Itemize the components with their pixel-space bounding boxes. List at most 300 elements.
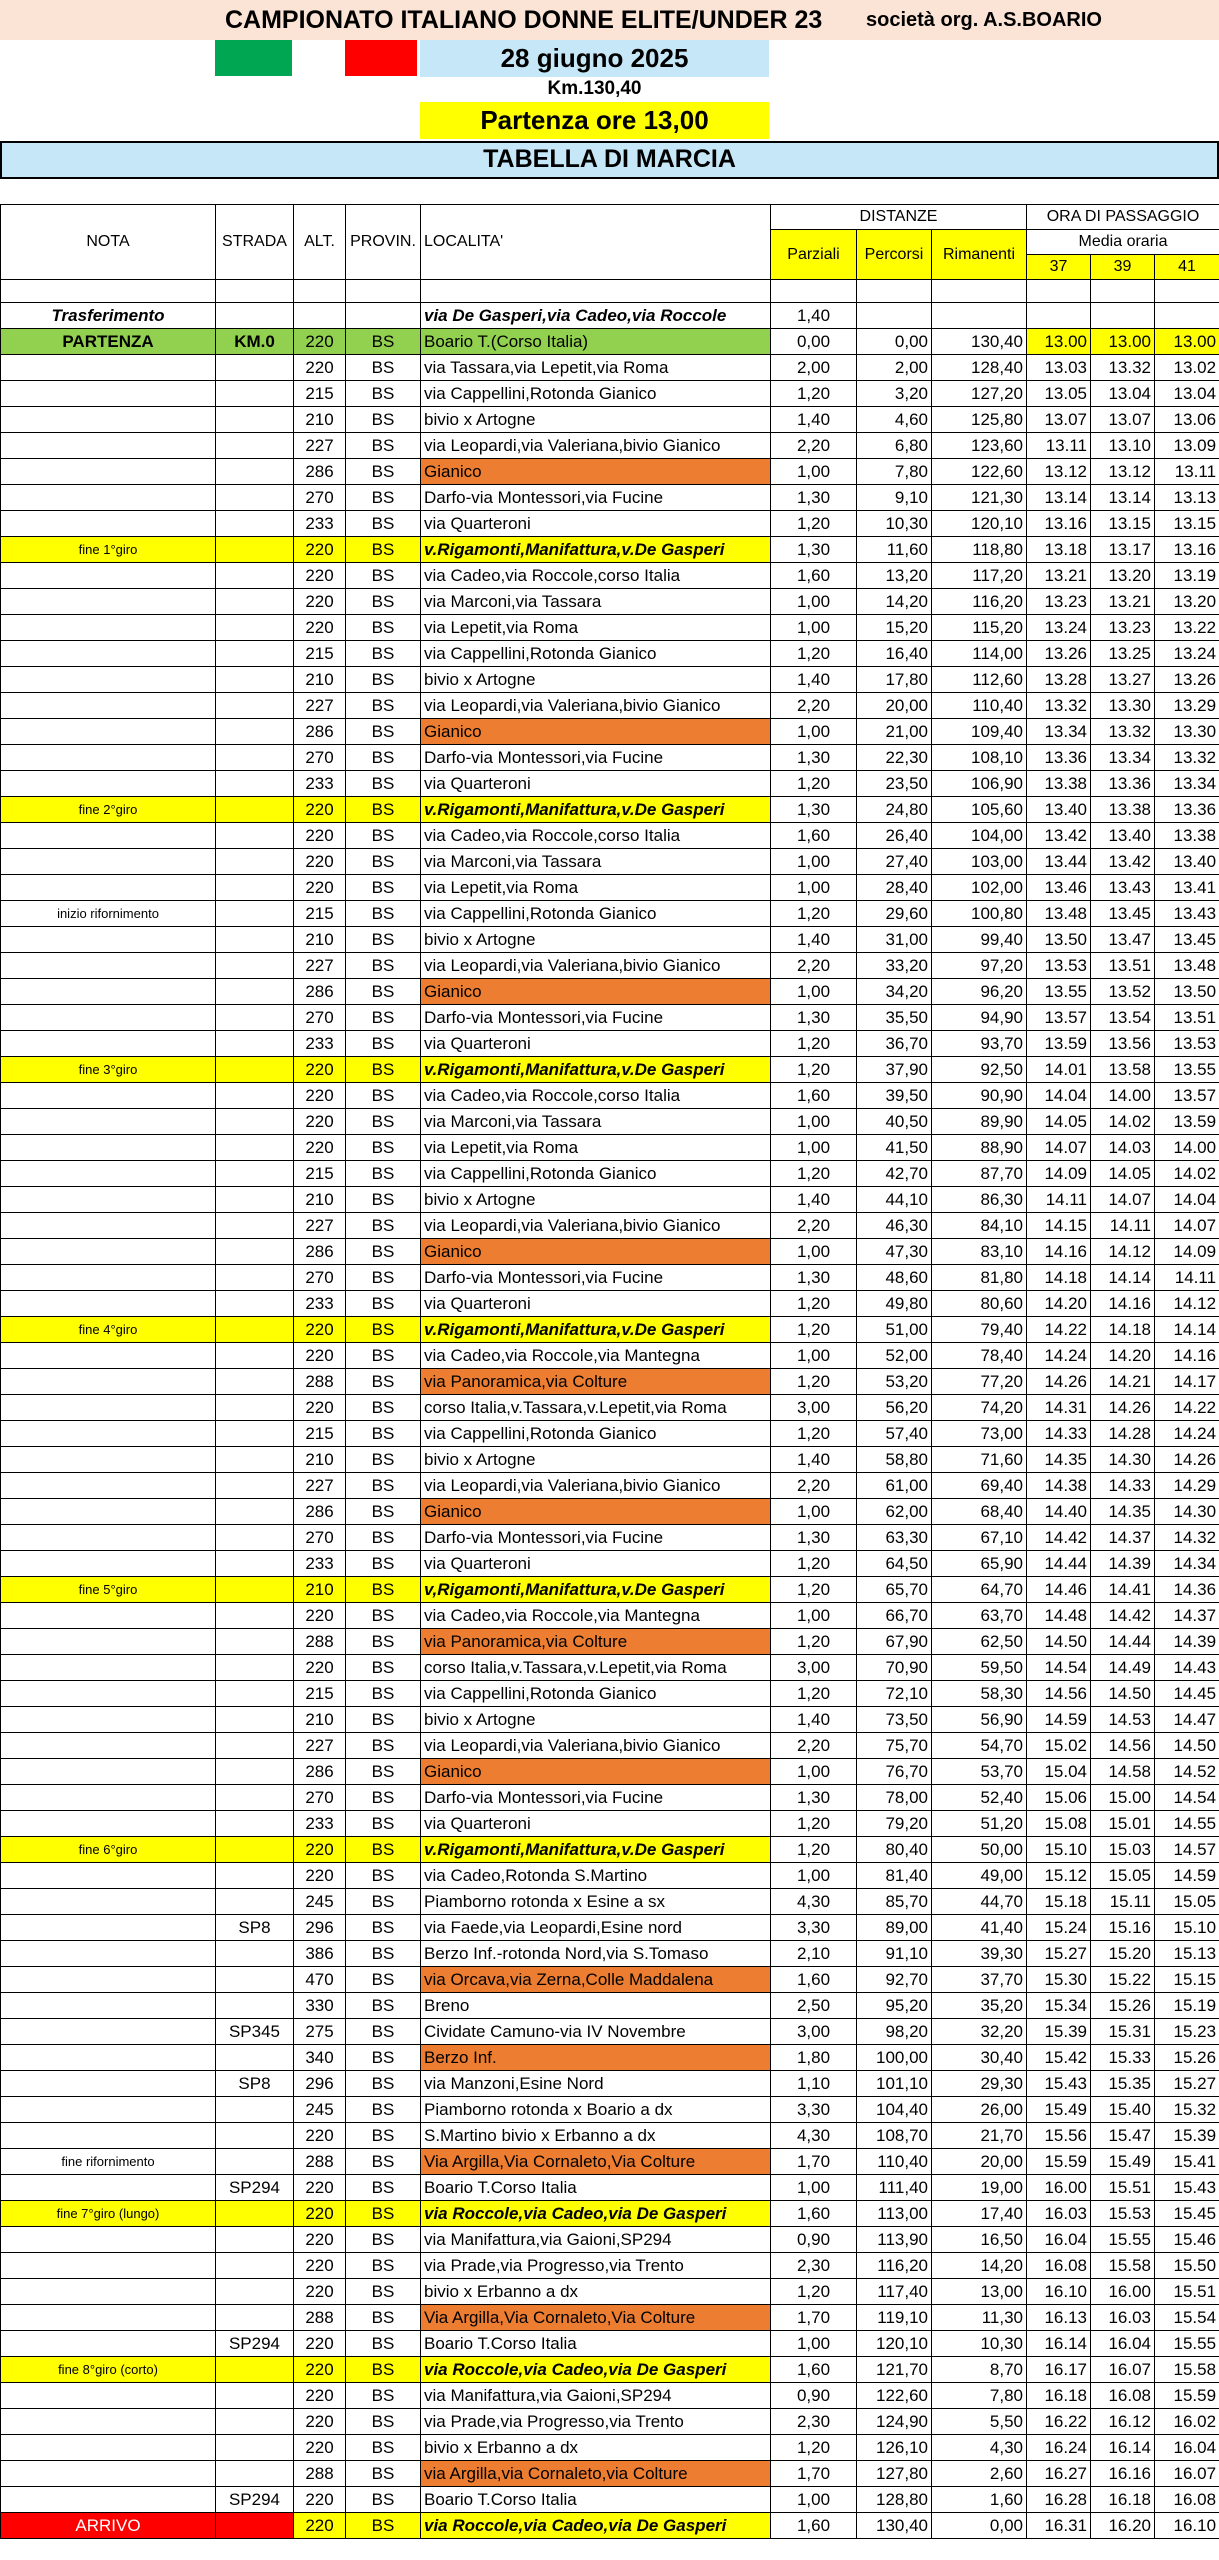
localita-cell: via Leopardi,via Valeriana,bivio Gianico [421,433,771,459]
percorsi-cell: 52,00 [857,1343,932,1369]
provin-cell: BS [346,1135,421,1161]
localita-cell: via Cadeo,via Roccole,via Mantegna [421,1603,771,1629]
provin-cell: BS [346,1083,421,1109]
provin-cell: BS [346,2253,421,2279]
rimanenti-cell: 56,90 [932,1707,1027,1733]
rimanenti-cell: 100,80 [932,901,1027,927]
parziali-cell: 1,20 [771,771,857,797]
parziali-cell: 0,90 [771,2227,857,2253]
strada-cell [216,1317,294,1343]
parziali-cell: 1,40 [771,1447,857,1473]
localita-cell: via Quarteroni [421,1291,771,1317]
time-37-cell [1027,303,1091,329]
rimanenti-cell: 39,30 [932,1941,1027,1967]
rimanenti-cell: 65,90 [932,1551,1027,1577]
parziali-cell: 2,20 [771,1473,857,1499]
rimanenti-cell: 8,70 [932,2357,1027,2383]
localita-cell: Piamborno rotonda x Esine a sx [421,1889,771,1915]
time-37-cell: 14.42 [1027,1525,1091,1551]
alt-cell: 220 [294,1135,346,1161]
percorsi-cell: 66,70 [857,1603,932,1629]
provin-cell: BS [346,1759,421,1785]
table-row [1,1213,1219,1239]
alt-cell: 288 [294,2149,346,2175]
localita-cell: via Leopardi,via Valeriana,bivio Gianico [421,693,771,719]
nota-cell [1,381,216,407]
alt-cell: 220 [294,875,346,901]
rimanenti-cell: 5,50 [932,2409,1027,2435]
time-41-cell: 15.13 [1155,1941,1219,1967]
parziali-cell: 2,20 [771,693,857,719]
provin-cell: BS [346,1031,421,1057]
time-41-cell: 15.43 [1155,2175,1219,2201]
parziali-cell: 3,00 [771,1655,857,1681]
parziali-cell: 1,20 [771,1811,857,1837]
time-41-cell: 15.59 [1155,2383,1219,2409]
localita-cell: via Cappellini,Rotonda Gianico [421,1681,771,1707]
percorsi-cell: 104,40 [857,2097,932,2123]
provin-cell: BS [346,2097,421,2123]
col-percorsi: Percorsi [857,230,932,280]
strada-cell [216,1681,294,1707]
provin-cell: BS [346,641,421,667]
parziali-cell: 0,00 [771,329,857,355]
nota-cell [1,1395,216,1421]
race-distance: Km.130,40 [547,78,642,99]
nota-cell [1,433,216,459]
provin-cell: BS [346,2461,421,2487]
localita-cell: via Roccole,via Cadeo,via De Gasperi [421,2357,771,2383]
localita-cell: corso Italia,v.Tassara,v.Lepetit,via Roma [421,1395,771,1421]
alt-cell: 270 [294,1005,346,1031]
strada-cell [216,1369,294,1395]
rimanenti-cell: 63,70 [932,1603,1027,1629]
localita-cell: Via Argilla,Via Cornaleto,Via Colture [421,2305,771,2331]
strada-cell [216,2357,294,2383]
alt-cell: 220 [294,2383,346,2409]
alt-cell: 220 [294,2279,346,2305]
time-41-cell: 15.45 [1155,2201,1219,2227]
localita-cell: v.Rigamonti,Manifattura,v.De Gasperi [421,1057,771,1083]
table-row [1,2331,1219,2357]
time-41-cell: 13.40 [1155,849,1219,875]
time-37-cell: 13.36 [1027,745,1091,771]
parziali-cell: 1,00 [771,615,857,641]
percorsi-cell: 127,80 [857,2461,932,2487]
time-41-cell: 15.39 [1155,2123,1219,2149]
nota-cell: fine 5°giro [1,1577,216,1603]
provin-cell: BS [346,1629,421,1655]
time-37-cell: 14.15 [1027,1213,1091,1239]
provin-cell: BS [346,1967,421,1993]
time-41-cell: 13.50 [1155,979,1219,1005]
rimanenti-cell: 59,50 [932,1655,1027,1681]
strada-cell [216,1161,294,1187]
nota-cell [1,2227,216,2253]
table-row [1,1291,1219,1317]
provin-cell: BS [346,1213,421,1239]
alt-cell: 220 [294,355,346,381]
provin-cell: BS [346,407,421,433]
nota-cell [1,1291,216,1317]
localita-cell: Darfo-via Montessori,via Fucine [421,1525,771,1551]
percorsi-cell: 40,50 [857,1109,932,1135]
strada-cell [216,2045,294,2071]
strada-cell [216,1577,294,1603]
strada-cell [216,355,294,381]
parziali-cell: 1,20 [771,1291,857,1317]
table-row [1,1525,1219,1551]
time-41-cell: 14.59 [1155,1863,1219,1889]
localita-cell: bivio x Erbanno a dx [421,2279,771,2305]
strada-cell [216,1967,294,1993]
time-41-cell: 16.08 [1155,2487,1219,2513]
strada-cell [216,1551,294,1577]
strada-cell [216,1239,294,1265]
time-39-cell: 13.23 [1091,615,1155,641]
rimanenti-cell: 19,00 [932,2175,1027,2201]
alt-cell: 215 [294,381,346,407]
parziali-cell: 1,00 [771,1109,857,1135]
table-row [1,1031,1219,1057]
table-row [1,1395,1219,1421]
alt-cell: 220 [294,2513,346,2539]
rimanenti-cell: 117,20 [932,563,1027,589]
time-39-cell: 14.03 [1091,1135,1155,1161]
time-39-cell: 14.35 [1091,1499,1155,1525]
strada-cell [216,2253,294,2279]
strada-cell [216,589,294,615]
time-39-cell: 14.16 [1091,1291,1155,1317]
strada-cell [216,979,294,1005]
alt-cell: 210 [294,1187,346,1213]
rimanenti-cell: 49,00 [932,1863,1027,1889]
strada-cell [216,667,294,693]
time-41-cell: 15.26 [1155,2045,1219,2071]
percorsi-cell: 3,20 [857,381,932,407]
rimanenti-cell: 41,40 [932,1915,1027,1941]
localita-cell: via Quarteroni [421,771,771,797]
localita-cell: via Quarteroni [421,1031,771,1057]
percorsi-cell: 58,80 [857,1447,932,1473]
time-37-cell: 14.26 [1027,1369,1091,1395]
percorsi-cell: 24,80 [857,797,932,823]
percorsi-cell: 0,00 [857,329,932,355]
alt-cell: 220 [294,1109,346,1135]
time-39-cell: 15.51 [1091,2175,1155,2201]
time-39-cell: 14.18 [1091,1317,1155,1343]
strada-cell [216,719,294,745]
localita-cell: Darfo-via Montessori,via Fucine [421,1005,771,1031]
time-39-cell: 13.32 [1091,719,1155,745]
time-37-cell: 13.55 [1027,979,1091,1005]
time-41-cell: 13.36 [1155,797,1219,823]
table-row [1,1083,1219,1109]
provin-cell: BS [346,2071,421,2097]
alt-cell: 220 [294,2123,346,2149]
table-row [1,2201,1219,2227]
percorsi-cell: 44,10 [857,1187,932,1213]
rimanenti-cell: 84,10 [932,1213,1027,1239]
nota-cell [1,667,216,693]
table-row [1,1629,1219,1655]
localita-cell: via Orcava,via Zerna,Colle Maddalena [421,1967,771,1993]
provin-cell: BS [346,537,421,563]
table-row [1,1577,1219,1603]
alt-cell: 227 [294,693,346,719]
time-37-cell: 13.18 [1027,537,1091,563]
table-row [1,927,1219,953]
provin-cell: BS [346,2045,421,2071]
percorsi-cell: 119,10 [857,2305,932,2331]
table-row [1,2149,1219,2175]
time-41-cell: 13.59 [1155,1109,1219,1135]
alt-cell: 220 [294,849,346,875]
nota-cell [1,615,216,641]
parziali-cell: 1,10 [771,2071,857,2097]
localita-cell: via Quarteroni [421,511,771,537]
alt-cell: 215 [294,1161,346,1187]
provin-cell: BS [346,615,421,641]
alt-cell: 270 [294,1525,346,1551]
parziali-cell: 1,20 [771,641,857,667]
strada-cell [216,1759,294,1785]
percorsi-cell: 70,90 [857,1655,932,1681]
percorsi-cell: 17,80 [857,667,932,693]
col-ora-passaggio: ORA DI PASSAGGIO [1027,205,1219,230]
time-39-cell: 13.54 [1091,1005,1155,1031]
provin-cell: BS [346,1265,421,1291]
percorsi-cell: 22,30 [857,745,932,771]
provin-cell: BS [346,901,421,927]
nota-cell: Trasferimento [1,303,216,329]
table-row [1,2409,1219,2435]
table-row [1,1655,1219,1681]
provin-cell: BS [346,433,421,459]
localita-cell: Gianico [421,459,771,485]
table-row [1,1265,1219,1291]
localita-cell: v.Rigamonti,Manifattura,v.De Gasperi [421,1837,771,1863]
table-row [1,355,1219,381]
localita-cell: via Manifattura,via Gaioni,SP294 [421,2227,771,2253]
localita-cell: Via Argilla,Via Cornaleto,Via Colture [421,2149,771,2175]
percorsi-cell: 28,40 [857,875,932,901]
percorsi-cell: 122,60 [857,2383,932,2409]
time-39-cell: 14.33 [1091,1473,1155,1499]
nota-cell: fine 1°giro [1,537,216,563]
provin-cell: BS [346,1369,421,1395]
strada-cell [216,2461,294,2487]
alt-cell: 220 [294,1317,346,1343]
parziali-cell: 1,20 [771,1031,857,1057]
percorsi-cell: 48,60 [857,1265,932,1291]
time-39-cell: 13.43 [1091,875,1155,901]
percorsi-cell: 108,70 [857,2123,932,2149]
table-row [1,797,1219,823]
table-row [1,2227,1219,2253]
alt-cell: 233 [294,1031,346,1057]
nota-cell [1,1161,216,1187]
rimanenti-cell: 11,30 [932,2305,1027,2331]
table-row [1,537,1219,563]
localita-cell: via Roccole,via Cadeo,via De Gasperi [421,2201,771,2227]
table-row [1,2435,1219,2461]
rimanenti-cell: 105,60 [932,797,1027,823]
localita-cell: v,Rigamonti,Manifattura,v.De Gasperi [421,1577,771,1603]
time-41-cell: 16.07 [1155,2461,1219,2487]
parziali-cell: 4,30 [771,1889,857,1915]
time-37-cell: 16.22 [1027,2409,1091,2435]
time-39-cell: 16.03 [1091,2305,1155,2331]
nota-cell [1,1681,216,1707]
localita-cell: Darfo-via Montessori,via Fucine [421,1265,771,1291]
nota-cell [1,771,216,797]
parziali-cell: 1,00 [771,2175,857,2201]
percorsi-cell: 14,20 [857,589,932,615]
time-41-cell: 14.45 [1155,1681,1219,1707]
localita-cell: corso Italia,v.Tassara,v.Lepetit,via Roma [421,1655,771,1681]
time-37-cell: 15.34 [1027,1993,1091,2019]
rimanenti-cell: 120,10 [932,511,1027,537]
strada-cell [216,1057,294,1083]
percorsi-cell: 95,20 [857,1993,932,2019]
table-row [1,563,1219,589]
alt-cell: 227 [294,953,346,979]
parziali-cell: 1,00 [771,2331,857,2357]
nota-cell: fine 3°giro [1,1057,216,1083]
nota-cell [1,1707,216,1733]
rimanenti-cell: 104,00 [932,823,1027,849]
table-row [1,771,1219,797]
time-41-cell: 13.24 [1155,641,1219,667]
nota-cell: fine 2°giro [1,797,216,823]
rimanenti-cell: 92,50 [932,1057,1027,1083]
march-table [0,204,1219,2539]
provin-cell: BS [346,979,421,1005]
rimanenti-cell: 62,50 [932,1629,1027,1655]
nota-cell [1,1369,216,1395]
parziali-cell: 3,30 [771,2097,857,2123]
table-row [1,1811,1219,1837]
parziali-cell: 2,20 [771,1733,857,1759]
time-37-cell: 15.39 [1027,2019,1091,2045]
time-39-cell: 15.55 [1091,2227,1155,2253]
provin-cell: BS [346,1889,421,1915]
percorsi-cell: 124,90 [857,2409,932,2435]
time-41-cell: 13.57 [1155,1083,1219,1109]
provin-cell: BS [346,1005,421,1031]
nota-cell [1,2331,216,2357]
time-41-cell [1155,303,1219,329]
table-row [1,901,1219,927]
percorsi-cell: 80,40 [857,1837,932,1863]
provin-cell: BS [346,745,421,771]
nota-cell [1,1447,216,1473]
alt-cell: 210 [294,407,346,433]
table-row [1,745,1219,771]
header-row-top [1,205,1219,230]
nota-cell [1,1525,216,1551]
provin-cell: BS [346,1317,421,1343]
alt-cell: 233 [294,1811,346,1837]
rimanenti-cell: 102,00 [932,875,1027,901]
strada-cell [216,797,294,823]
parziali-cell: 1,60 [771,1083,857,1109]
parziali-cell: 1,20 [771,1161,857,1187]
rimanenti-cell: 93,70 [932,1031,1027,1057]
time-41-cell: 13.51 [1155,1005,1219,1031]
time-41-cell: 13.34 [1155,771,1219,797]
nota-cell [1,511,216,537]
parziali-cell: 2,50 [771,1993,857,2019]
nota-cell: ARRIVO [1,2513,216,2539]
percorsi-cell: 41,50 [857,1135,932,1161]
table-row [1,1057,1219,1083]
time-39-cell: 13.10 [1091,433,1155,459]
percorsi-cell: 121,70 [857,2357,932,2383]
time-39-cell: 13.17 [1091,537,1155,563]
parziali-cell: 1,00 [771,1135,857,1161]
parziali-cell: 2,20 [771,1213,857,1239]
page-header [0,0,1219,206]
strada-cell [216,511,294,537]
rimanenti-cell: 51,20 [932,1811,1027,1837]
percorsi-cell: 117,40 [857,2279,932,2305]
rimanenti-cell: 2,60 [932,2461,1027,2487]
time-41-cell: 13.13 [1155,485,1219,511]
time-39-cell: 14.07 [1091,1187,1155,1213]
parziali-cell: 1,60 [771,2357,857,2383]
localita-cell: Gianico [421,979,771,1005]
time-37-cell: 16.18 [1027,2383,1091,2409]
parziali-cell: 1,60 [771,2201,857,2227]
col-rimanenti: Rimanenti [932,230,1027,280]
localita-cell: Gianico [421,1499,771,1525]
localita-cell: via Cadeo,Rotonda S.Martino [421,1863,771,1889]
time-39-cell: 15.53 [1091,2201,1155,2227]
percorsi-cell: 10,30 [857,511,932,537]
alt-cell: 220 [294,1057,346,1083]
alt-cell: 288 [294,1629,346,1655]
alt-cell: 220 [294,1395,346,1421]
time-37-cell: 13.03 [1027,355,1091,381]
strada-cell [216,1083,294,1109]
nota-cell [1,1421,216,1447]
alt-cell: 210 [294,1447,346,1473]
provin-cell: BS [346,953,421,979]
nota-cell [1,2461,216,2487]
strada-cell [216,303,294,329]
alt-cell: 275 [294,2019,346,2045]
localita-cell: via Leopardi,via Valeriana,bivio Gianico [421,953,771,979]
nota-cell: fine 4°giro [1,1317,216,1343]
time-39-cell: 14.37 [1091,1525,1155,1551]
time-37-cell: 14.56 [1027,1681,1091,1707]
strada-cell: KM.0 [216,329,294,355]
time-41-cell: 14.24 [1155,1421,1219,1447]
time-39-cell: 15.03 [1091,1837,1155,1863]
provin-cell: BS [346,1109,421,1135]
table-row [1,1993,1219,2019]
time-37-cell: 13.21 [1027,563,1091,589]
parziali-cell: 1,00 [771,589,857,615]
time-41-cell: 15.46 [1155,2227,1219,2253]
parziali-cell: 1,20 [771,2279,857,2305]
rimanenti-cell: 30,40 [932,2045,1027,2071]
provin-cell: BS [346,2435,421,2461]
time-37-cell: 14.35 [1027,1447,1091,1473]
alt-cell: 215 [294,1421,346,1447]
